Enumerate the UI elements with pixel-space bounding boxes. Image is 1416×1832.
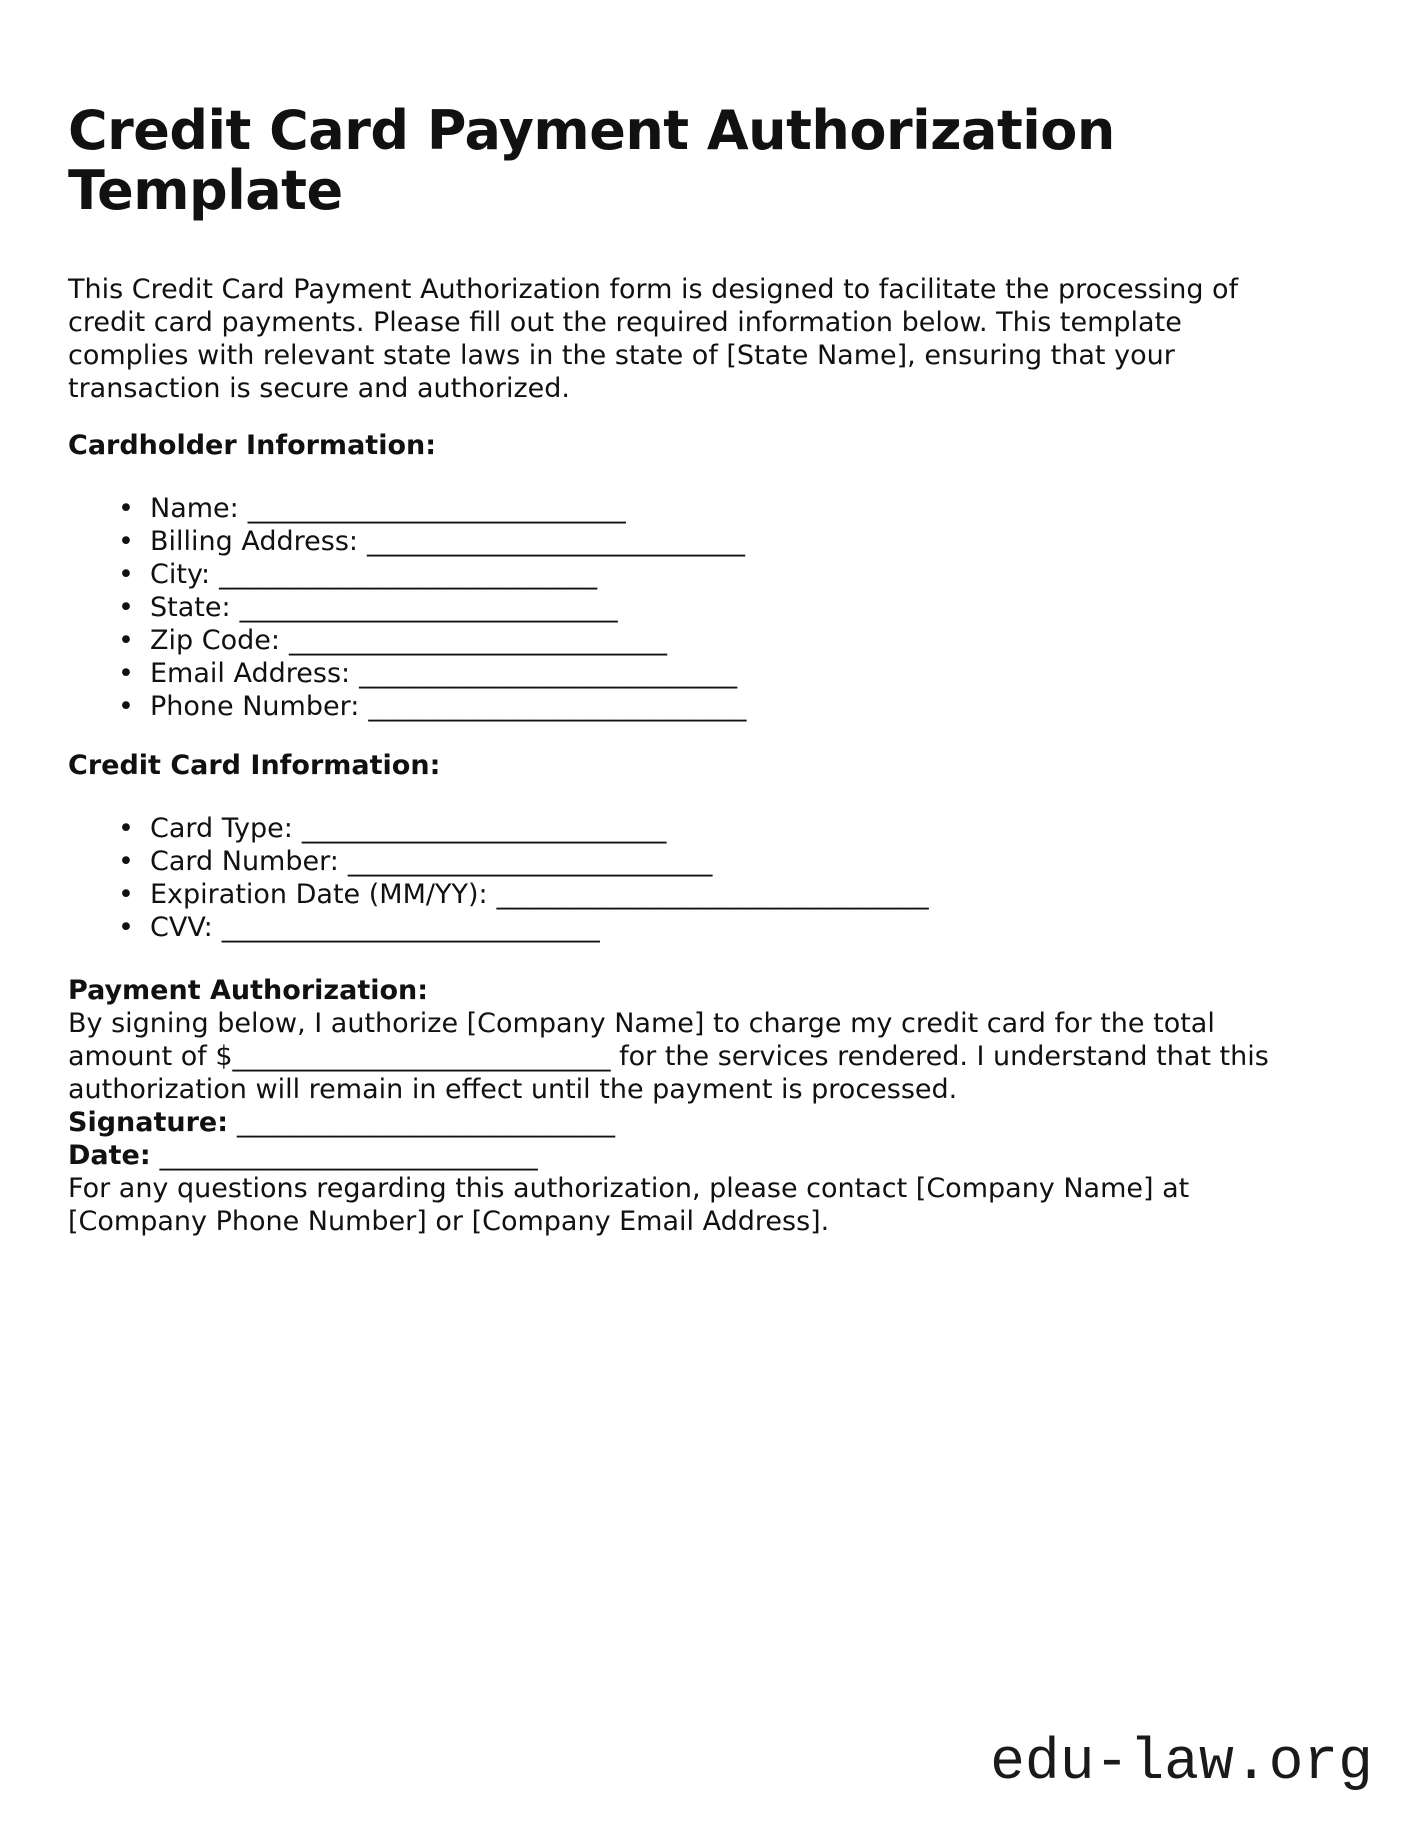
- field-card-number: [68, 845, 1348, 878]
- field-billing-address: [68, 525, 1348, 558]
- field-billing-address-label: Billing Address:: [150, 526, 358, 557]
- signature-blank: ____________________________: [237, 1107, 616, 1138]
- contact-line-1: For any questions regarding this authorization, please contact [Company Name] at: [68, 1173, 1190, 1204]
- payment-line-2: amount of $____________________________ for the services rendered. I understand that this: [68, 1041, 1269, 1072]
- field-city-blank: ____________________________: [219, 559, 598, 590]
- field-card-type-blank: ___________________________: [301, 813, 667, 844]
- field-city-label: City:: [150, 559, 211, 590]
- date-label: Date:: [68, 1140, 151, 1171]
- field-name-label: Name:: [150, 493, 239, 524]
- date-blank: ____________________________: [159, 1140, 538, 1171]
- field-email-address-label: Email Address:: [150, 658, 351, 689]
- field-billing-address-blank: ____________________________: [366, 526, 745, 557]
- contact-paragraph: [68, 1172, 1348, 1238]
- document-title: [68, 101, 1348, 221]
- field-state: [68, 591, 1348, 624]
- field-zip-code-blank: ____________________________: [288, 625, 667, 656]
- field-phone-number-blank: ____________________________: [368, 691, 747, 722]
- intro-line-1: This Credit Card Payment Authorization form is designed to facilitate the processing of: [68, 274, 1239, 305]
- intro-line-4: transaction is secure and authorized.: [68, 373, 570, 404]
- document-title-line-2: Template: [68, 159, 343, 222]
- intro-line-2: credit card payments. Please fill out the required information below. This template: [68, 307, 1182, 338]
- signature-label: Signature:: [68, 1107, 229, 1138]
- payment-line-1: By signing below, I authorize [Company Name] to charge my credit card for the total: [68, 1008, 1215, 1039]
- payment-authorization-heading: Payment Authorization:: [68, 975, 429, 1006]
- field-email-address: [68, 657, 1348, 690]
- credit-card-section-heading: Credit Card Information:: [68, 750, 441, 781]
- field-expiration-date: [68, 878, 1348, 911]
- field-city: [68, 558, 1348, 591]
- field-expiration-date-label: Expiration Date (MM/YY):: [150, 879, 488, 910]
- field-state-label: State:: [150, 592, 231, 623]
- payment-line-3: authorization will remain in effect until the payment is processed.: [68, 1074, 958, 1105]
- field-email-address-blank: ____________________________: [359, 658, 738, 689]
- field-zip-code-label: Zip Code:: [150, 625, 280, 656]
- payment-authorization-paragraph: [68, 1007, 1348, 1106]
- field-expiration-date-blank: ________________________________: [496, 879, 929, 910]
- intro-paragraph: [68, 273, 1348, 405]
- field-card-type-label: Card Type:: [150, 813, 293, 844]
- field-card-number-blank: ___________________________: [347, 846, 713, 877]
- field-phone-number-label: Phone Number:: [150, 691, 360, 722]
- field-cvv: [68, 911, 1348, 944]
- field-phone-number: [68, 690, 1348, 723]
- cardholder-field-list: [68, 492, 1348, 723]
- cardholder-section-heading: Cardholder Information:: [68, 430, 437, 461]
- signature-line: [68, 1106, 1348, 1139]
- website-footer: edu-law.org: [990, 1731, 1373, 1796]
- document-title-line-1: Credit Card Payment Authorization: [68, 99, 1115, 162]
- field-cvv-label: CVV:: [150, 912, 213, 943]
- field-state-blank: ____________________________: [239, 592, 618, 623]
- field-zip-code: [68, 624, 1348, 657]
- date-line: [68, 1139, 1348, 1172]
- field-name: [68, 492, 1348, 525]
- field-cvv-blank: ____________________________: [221, 912, 600, 943]
- field-card-number-label: Card Number:: [150, 846, 339, 877]
- credit-card-field-list: [68, 812, 1348, 944]
- contact-line-2: [Company Phone Number] or [Company Email Address].: [68, 1206, 830, 1237]
- intro-line-3: complies with relevant state laws in the state of [State Name], ensuring that your: [68, 340, 1175, 371]
- field-name-blank: ____________________________: [247, 493, 626, 524]
- field-card-type: [68, 812, 1348, 845]
